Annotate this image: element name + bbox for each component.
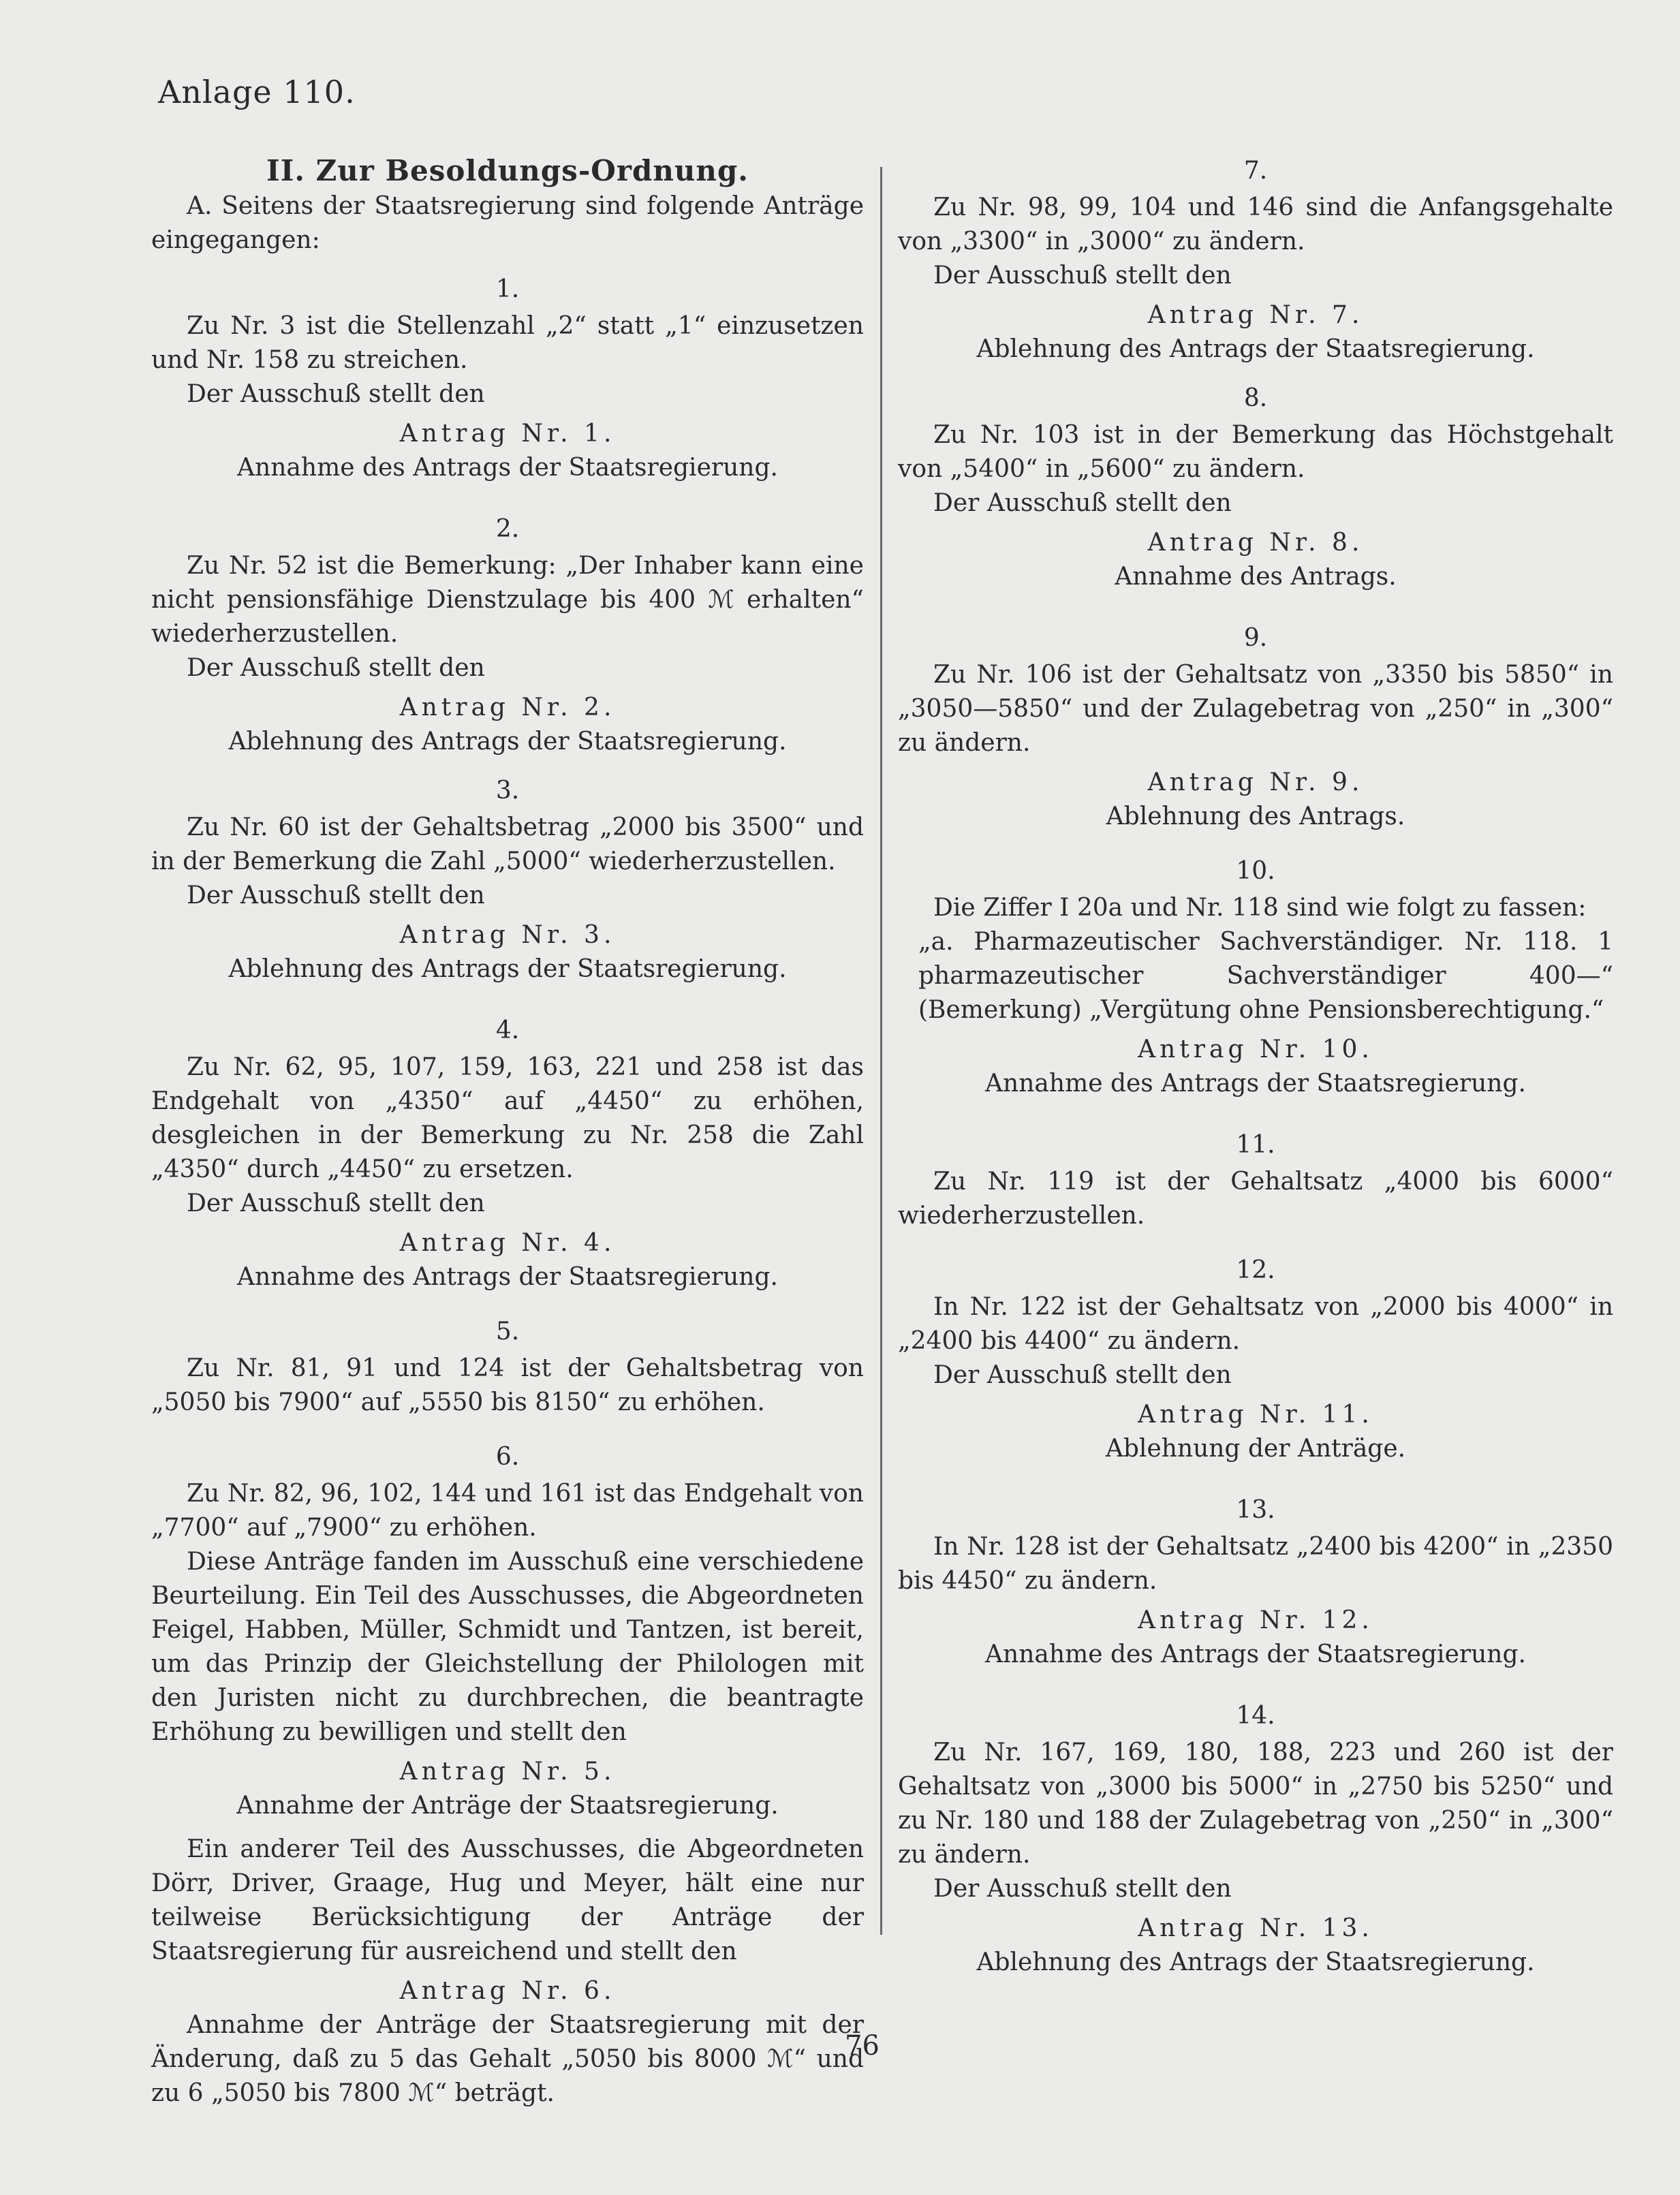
item-number-2: 2. bbox=[495, 515, 520, 543]
item-number-6: 6. bbox=[495, 1443, 520, 1471]
page-header: Anlage 110. bbox=[158, 74, 356, 110]
item-8-committee: Der Ausschuß stellt den bbox=[933, 489, 1232, 517]
item-13-text: In Nr. 128 ist der Gehaltsatz „2400 bis 4200“ in „2350 bis 4450“ zu ändern. bbox=[898, 1533, 1613, 1595]
antrag-6: Antrag Nr. 6. bbox=[399, 1977, 616, 2005]
item-number-11: 11. bbox=[1236, 1131, 1275, 1159]
item-7-text: Zu Nr. 98, 99, 104 und 146 sind die Anfangsgehalte von „3300“ in „3000“ zu ändern. bbox=[898, 193, 1613, 255]
item-6-text: Zu Nr. 82, 96, 102, 144 und 161 ist das Endgehalt von „7700“ auf „7900“ zu erhöhen. bbox=[151, 1480, 864, 1542]
antrag-1: Antrag Nr. 1. bbox=[399, 420, 616, 448]
item-number-4: 4. bbox=[495, 1016, 520, 1044]
item-2-committee: Der Ausschuß stellt den bbox=[187, 654, 485, 682]
antrag-12: Antrag Nr. 12. bbox=[1138, 1606, 1373, 1634]
item-number-9: 9. bbox=[1243, 624, 1268, 652]
item-11-text: Zu Nr. 119 ist der Gehaltsatz „4000 bis 6000“ wiederherzustellen. bbox=[898, 1168, 1613, 1230]
antrag-4: Antrag Nr. 4. bbox=[399, 1229, 616, 1257]
antrag-6-result: Annahme der Anträge der Staatsregierung mit der Änderung, daß zu 5 das Gehalt „5050 bis 8000 ℳ“ und zu 6 „5050 bis 7800 ℳ“ beträgt. bbox=[151, 2011, 864, 2107]
item-1-text: Zu Nr. 3 ist die Stellenzahl „2“ statt „1“ einzusetzen und Nr. 158 zu streichen. bbox=[151, 312, 864, 374]
antrag-11-result: Ablehnung der Anträge. bbox=[1105, 1435, 1406, 1463]
item-7-committee: Der Ausschuß stellt den bbox=[933, 262, 1232, 290]
item-4-committee: Der Ausschuß stellt den bbox=[187, 1189, 485, 1217]
section-heading: II. Zur Besoldungs-Ordnung. bbox=[266, 154, 749, 187]
item-6-minority: Ein anderer Teil des Ausschusses, die Abgeordneten Dörr, Driver, Graage, Hug und Meyer, hält eine nur teilweise Berücksichtigung der Anträge der Staatsregierung für ausreichend und stellt den bbox=[151, 1835, 864, 1965]
antrag-7-result: Ablehnung des Antrags der Staatsregierung. bbox=[976, 335, 1535, 363]
antrag-10: Antrag Nr. 10. bbox=[1138, 1036, 1373, 1063]
item-14-committee: Der Ausschuß stellt den bbox=[933, 1875, 1232, 1903]
item-6-discussion: Diese Anträge fanden im Ausschuß eine verschiedene Beurteilung. Ein Teil des Ausschusses, die Abgeordneten Feigel, Habben, Müller, Schmidt und Tantzen, ist bereit, um das Prinzip der Gleichstellung der Philologen mit den Juristen nicht zu durchbrechen, die beantragte Erhöhung zu bewilligen und stellt den bbox=[151, 1548, 864, 1746]
antrag-5-result: Annahme der Anträge der Staatsregierung. bbox=[236, 1792, 779, 1820]
item-number-1: 1. bbox=[495, 275, 520, 303]
item-12-text: In Nr. 122 ist der Gehaltsatz von „2000 bis 4000“ in „2400 bis 4400“ zu ändern. bbox=[898, 1293, 1613, 1355]
antrag-12-result: Annahme des Antrags der Staatsregierung. bbox=[985, 1640, 1526, 1668]
antrag-13-result: Ablehnung des Antrags der Staatsregierung. bbox=[976, 1948, 1535, 1976]
antrag-3: Antrag Nr. 3. bbox=[399, 921, 616, 949]
item-8-text: Zu Nr. 103 ist in der Bemerkung das Höchstgehalt von „5400“ in „5600“ zu ändern. bbox=[898, 421, 1613, 483]
item-number-3: 3. bbox=[495, 777, 520, 805]
item-number-12: 12. bbox=[1236, 1256, 1275, 1284]
antrag-2-result: Ablehnung des Antrags der Staatsregierung. bbox=[228, 728, 787, 756]
left-column bbox=[151, 154, 864, 2111]
item-14-text: Zu Nr. 167, 169, 180, 188, 223 und 260 ist der Gehaltsatz von „3000 bis 5000“ in „2750 bis 5250“ und zu Nr. 180 und 188 der Zulagebetrag von „250“ in „300“ zu ändern. bbox=[898, 1739, 1613, 1869]
antrag-8: Antrag Nr. 8. bbox=[1147, 529, 1364, 557]
right-column bbox=[898, 154, 1613, 1980]
item-number-5: 5. bbox=[495, 1318, 520, 1345]
item-2-text: Zu Nr. 52 ist die Bemerkung: „Der Inhaber kann eine nicht pensionsfähige Dienstzulage bis 400 ℳ erhalten“ wiederherzustellen. bbox=[151, 552, 864, 648]
item-12-committee: Der Ausschuß stellt den bbox=[933, 1361, 1232, 1389]
antrag-8-result: Annahme des Antrags. bbox=[1115, 563, 1397, 591]
item-5-text: Zu Nr. 81, 91 und 124 ist der Gehaltsbetrag von „5050 bis 7900“ auf „5550 bis 8150“ zu erhöhen. bbox=[151, 1354, 864, 1416]
page-number: 76 bbox=[845, 2030, 880, 2061]
antrag-4-result: Annahme des Antrags der Staatsregierung. bbox=[237, 1263, 778, 1291]
intro-paragraph: A. Seitens der Staatsregierung sind folgende Anträge eingegangen: bbox=[151, 192, 864, 254]
antrag-3-result: Ablehnung des Antrags der Staatsregierung. bbox=[228, 955, 787, 983]
item-3-committee: Der Ausschuß stellt den bbox=[187, 882, 485, 909]
item-number-13: 13. bbox=[1236, 1496, 1275, 1524]
antrag-2: Antrag Nr. 2. bbox=[399, 694, 616, 721]
antrag-5: Antrag Nr. 5. bbox=[399, 1758, 616, 1786]
antrag-1-result: Annahme des Antrags der Staatsregierung. bbox=[237, 454, 778, 482]
item-1-committee: Der Ausschuß stellt den bbox=[187, 380, 485, 408]
item-9-text: Zu Nr. 106 ist der Gehaltsatz von „3350 bis 5850“ in „3050—5850“ und der Zulagebetrag von „250“ in „300“ zu ändern. bbox=[898, 661, 1613, 757]
item-3-text: Zu Nr. 60 ist der Gehaltsbetrag „2000 bis 3500“ und in der Bemerkung die Zahl „5000“ wiederherzustellen. bbox=[151, 813, 864, 875]
antrag-9: Antrag Nr. 9. bbox=[1147, 768, 1364, 796]
item-10-quote: „a. Pharmazeutischer Sachverständiger. Nr. 118. 1 pharmazeutischer Sachverständiger 400—“ (Bemerkung) „Vergütung ohne Pensionsberechtigung.“ bbox=[918, 928, 1613, 1024]
antrag-13: Antrag Nr. 13. bbox=[1138, 1914, 1373, 1942]
antrag-9-result: Ablehnung des Antrags. bbox=[1106, 803, 1405, 830]
item-4-text: Zu Nr. 62, 95, 107, 159, 163, 221 und 258 ist das Endgehalt von „4350“ auf „4450“ zu erhöhen, desgleichen in der Bemerkung zu Nr. 258 die Zahl „4350“ durch „4450“ zu ersetzen. bbox=[151, 1053, 864, 1183]
item-number-14: 14. bbox=[1236, 1702, 1275, 1730]
antrag-10-result: Annahme des Antrags der Staatsregierung. bbox=[985, 1070, 1526, 1098]
antrag-11: Antrag Nr. 11. bbox=[1138, 1401, 1373, 1429]
item-number-7: 7. bbox=[1243, 157, 1268, 185]
item-number-10: 10. bbox=[1236, 857, 1275, 885]
item-number-8: 8. bbox=[1243, 384, 1268, 412]
column-divider bbox=[880, 167, 882, 1935]
antrag-7: Antrag Nr. 7. bbox=[1147, 301, 1364, 329]
item-10-text: Die Ziffer I 20a und Nr. 118 sind wie folgt zu fassen: bbox=[933, 894, 1587, 922]
